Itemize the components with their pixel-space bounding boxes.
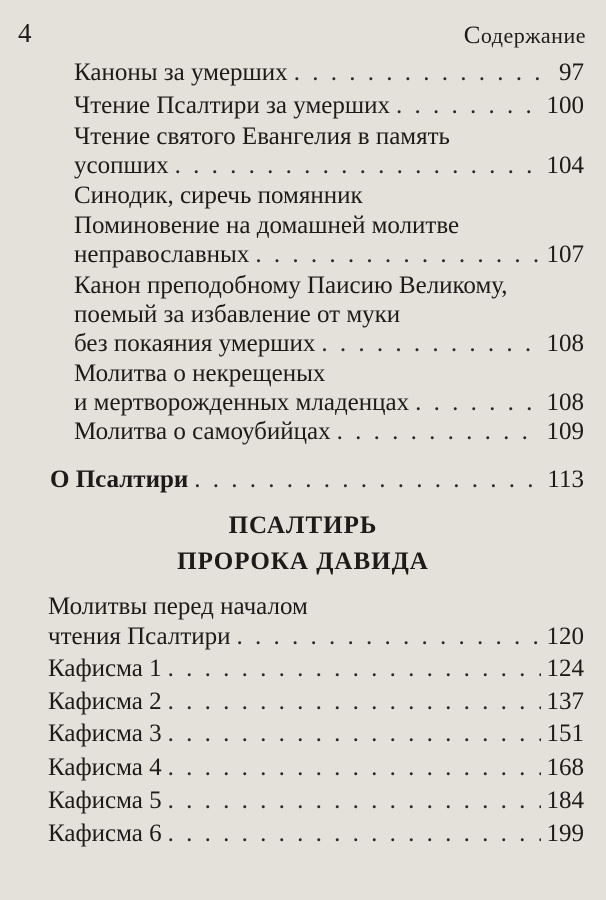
toc-entry-o-psaltiri[interactable]: О Псалтири . . . 113 [50,465,584,495]
toc-page-number: 124 [546,655,584,682]
dot-leader [396,91,541,121]
section-heading: ПСАЛТИРЬ [228,512,378,539]
toc-page-number: 109 [546,418,584,445]
dot-leader [168,786,541,816]
dot-leader [255,240,540,270]
toc-page-number: 120 [546,623,584,650]
running-title: Содержание [463,22,586,49]
toc-entry-line: поемый за избавление от муки [74,301,401,328]
toc-entry-line: Канон преподобному Паисию Великому, [74,272,508,299]
dot-leader [321,329,540,359]
toc-entry[interactable]: усопших . . . 104 [74,151,584,181]
dot-leader [194,465,541,495]
toc-entry[interactable]: Кафисма 2 . . . 137 [48,687,584,717]
dot-leader [237,622,541,652]
toc-entry[interactable]: Синодик, сиречь помянник [74,182,363,209]
toc-page-number: 104 [546,152,584,179]
toc-entry-line: Поминовение на домашней молитве [74,212,460,239]
toc-entry[interactable]: и мертворожденных младенцах . . . 108 [74,388,584,418]
toc-page-number: 100 [546,92,584,119]
toc-entry[interactable]: Чтение Псалтири за умерших . . . 100 [74,91,584,121]
dot-leader [168,719,541,749]
dot-leader [168,753,541,783]
toc-entry[interactable]: Кафисма 1 . . . 124 [48,654,584,684]
toc-entry-line: Молитва о некрещеных [74,360,326,387]
toc-page-number: 108 [546,330,584,357]
dot-leader [294,58,553,88]
dot-leader [415,388,540,418]
toc-entry[interactable]: Кафисма 4 . . . 168 [48,753,584,783]
toc-page-number: 107 [546,241,584,268]
toc-entry[interactable]: Молитва о самоубийцах . . . 109 [74,417,584,447]
toc-entry[interactable]: без покаяния умерших . . . 108 [74,329,584,359]
dot-leader [337,417,541,447]
dot-leader [175,151,541,181]
dot-leader [168,819,541,849]
toc-page-number: 137 [546,688,584,715]
toc-entry[interactable]: Кафисма 3 . . . 151 [48,719,584,749]
toc-page-number: 113 [547,466,584,493]
toc-page-number: 184 [546,787,584,814]
dot-leader [168,654,541,684]
toc-entry-line: Молитвы перед началом [48,593,308,620]
toc-entry[interactable]: Кафисма 5 . . . 184 [48,786,584,816]
toc-page-number: 97 [559,59,584,86]
toc-entry-line: Чтение святого Евангелия в память [74,123,450,150]
toc-entry[interactable]: Кафисма 6 . . . 199 [48,819,584,849]
page-header [0,8,606,48]
dot-leader [168,687,541,717]
toc-entry[interactable]: чтения Псалтири . . . 120 [48,622,584,652]
toc-page-number: 108 [546,389,584,416]
toc-page-number: 199 [546,820,584,847]
toc-entry[interactable]: неправославных . . . 107 [74,240,584,270]
toc-entry[interactable]: Каноны за умерших . . . 97 [74,58,584,88]
section-heading: ПРОРОКА ДАВИДА [177,548,429,575]
toc-page-number: 151 [546,720,584,747]
toc-page-number: 168 [546,754,584,781]
page-number: 4 [18,18,32,48]
